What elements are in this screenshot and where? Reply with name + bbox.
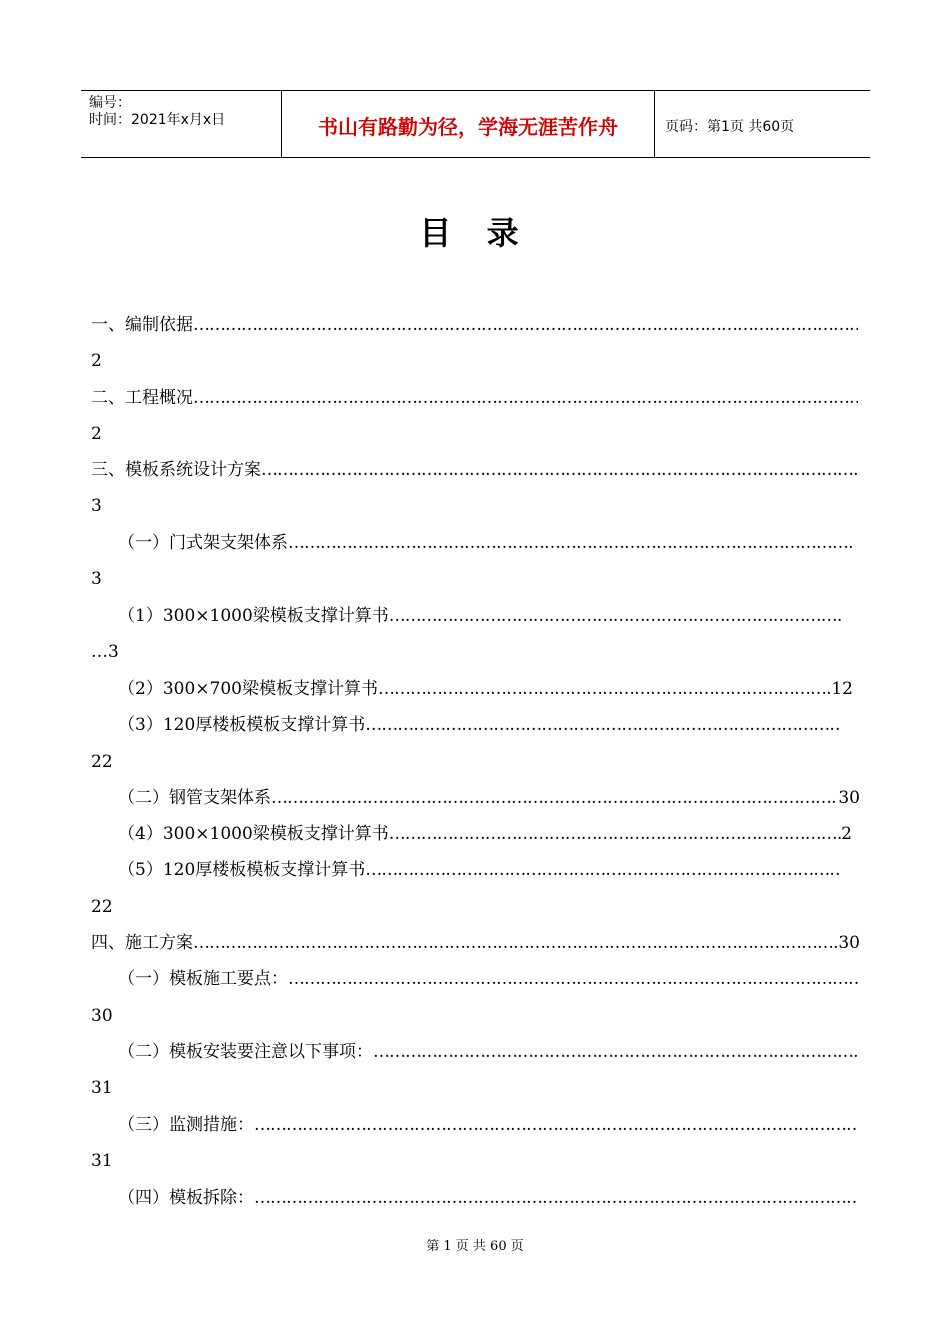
time-label: 时间：2021年x月x日: [89, 112, 226, 128]
toc-entry[interactable]: [91, 458, 858, 482]
toc-entry-page: 31: [91, 1078, 113, 1098]
toc-entry-page: 12: [831, 679, 853, 699]
toc-entry-page: 3: [91, 569, 102, 589]
toc-entry[interactable]: [118, 604, 842, 628]
toc-leader: [254, 1113, 858, 1137]
toc-entry-label: （四）模板拆除：: [118, 1188, 254, 1208]
toc-leader: [365, 713, 842, 737]
toc-entry-page: 22: [91, 897, 113, 917]
toc-leader: [193, 931, 838, 955]
toc-entry-page: 2: [91, 351, 102, 371]
toc-leader: [288, 967, 858, 991]
toc-entry[interactable]: [118, 531, 852, 555]
toc-leader: [378, 677, 831, 701]
toc-entry[interactable]: [118, 1186, 858, 1210]
toc-leader: [193, 386, 858, 410]
header-page-info: 页码：第1页 共60页: [665, 119, 795, 135]
toc-entry[interactable]: [118, 858, 842, 882]
toc-entry-page: 30: [91, 1006, 113, 1026]
page-title: 目 录: [419, 214, 531, 252]
toc-leader: [373, 1040, 858, 1064]
toc-entry[interactable]: [91, 931, 860, 955]
toc-entry[interactable]: [118, 677, 853, 701]
toc-entry-page: 30: [838, 933, 860, 953]
toc-entry[interactable]: [118, 1040, 858, 1064]
toc-leader: [389, 604, 842, 628]
toc-entry[interactable]: [118, 967, 858, 991]
toc-leader: [193, 313, 858, 337]
toc-entry-label: （2）300×700梁模板支撑计算书: [118, 679, 378, 699]
toc-entry[interactable]: [118, 1113, 858, 1137]
toc-entry-label: （二）钢管支架体系: [118, 788, 271, 808]
toc-entry-label: （1）300×1000梁模板支撑计算书: [118, 606, 389, 626]
toc-entry[interactable]: [91, 313, 858, 337]
toc-leader: [389, 822, 841, 846]
toc-entry-label: （一）门式架支架体系: [118, 533, 288, 553]
toc-entry[interactable]: [118, 786, 860, 810]
toc-entry-label: （3）120厚楼板模板支撑计算书: [118, 715, 366, 735]
toc-entry-label: （5）120厚楼板模板支撑计算书: [118, 860, 366, 880]
toc-entry-page: 2: [91, 424, 102, 444]
toc-entry-label: 三、模板系统设计方案: [91, 460, 261, 480]
toc-leader: [365, 858, 842, 882]
toc-entry-label: 二、工程概况: [91, 388, 193, 408]
number-label: 编号：: [89, 95, 131, 111]
toc-entry-page: 2: [841, 824, 852, 844]
toc-leader: [261, 458, 858, 482]
page-footer: 第 1 页 共 60 页: [426, 1239, 524, 1254]
toc-entry-label: 四、施工方案: [91, 933, 193, 953]
toc-leader: [288, 531, 852, 555]
toc-entry-page: …3: [91, 642, 119, 662]
toc-entry[interactable]: [91, 386, 858, 410]
toc-entry-page: 22: [91, 752, 113, 772]
toc-entry[interactable]: [118, 713, 842, 737]
toc-entry-label: 一、编制依据: [91, 315, 193, 335]
toc-entry-label: （三）监测措施：: [118, 1115, 254, 1135]
toc-entry-label: （二）模板安装要注意以下事项：: [118, 1042, 373, 1062]
toc-entry[interactable]: [118, 822, 852, 846]
toc-entry-page: 31: [91, 1151, 113, 1171]
toc-entry-page: 30: [838, 788, 860, 808]
toc-leader: [271, 786, 838, 810]
toc-leader: [254, 1186, 858, 1210]
toc-entry-page: 3: [91, 496, 102, 516]
toc-entry-label: （一）模板施工要点：: [118, 969, 288, 989]
toc-entry-label: （4）300×1000梁模板支撑计算书: [118, 824, 389, 844]
header-motto: 书山有路勤为径，学海无涯苦作舟: [318, 115, 618, 139]
